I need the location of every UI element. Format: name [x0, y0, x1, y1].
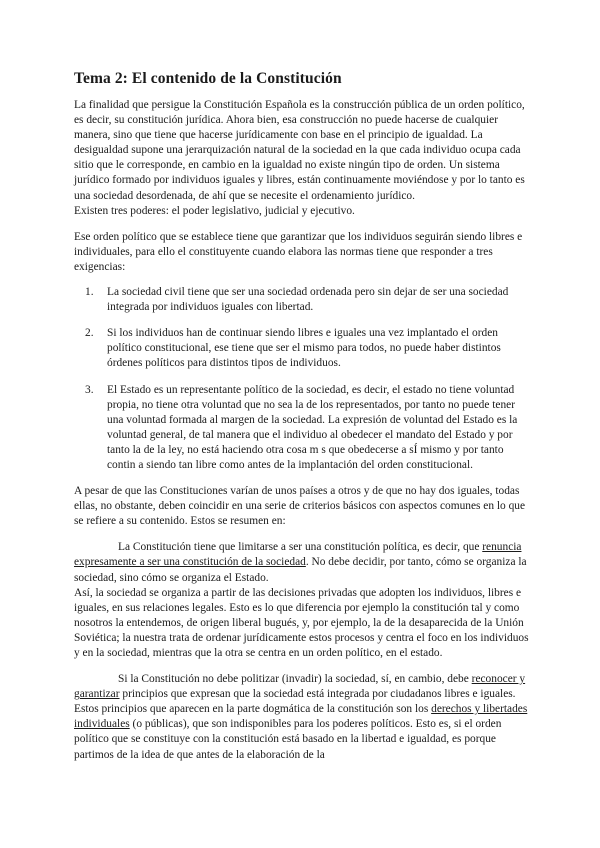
text-span: La Constitución tiene que limitarse a ser una constitución política, es decir, que: [118, 541, 483, 554]
list-number: 2.: [85, 327, 94, 340]
list-item-text: Si los individuos han de continuar siendo libres e iguales una vez implantado el orden político constitucional, ese tiene que ser el mismo para todos, no puede haber distintos órdenes políticos para distintos tipos de individuos.: [107, 327, 501, 370]
list-item: [85, 383, 532, 474]
text-span: . No debe decidir, por tanto, cómo se organiza la sociedad, sino cómo se organiza el Estado.: [74, 556, 527, 584]
page-title: Tema 2: El contenido de la Constitución: [74, 70, 342, 87]
list-item-text: La sociedad civil tiene que ser una sociedad ordenada pero sin dejar de ser una sociedad integrada por individuos iguales con libertad.: [107, 286, 509, 314]
requirements-list: [74, 285, 532, 473]
list-number: 3.: [85, 383, 94, 396]
underlined-text: renuncia expresamente a ser una constitución de la sociedad: [74, 541, 522, 569]
rights-paragraph: [74, 672, 532, 763]
list-item: [85, 326, 532, 371]
criteria-paragraph: A pesar de que las Constituciones varían de unos países a otros y de que no hay dos iguales, todas ellas, no obstante, deben coincidir en una serie de criterios básicos con aspectos comunes en lo que se refiere a su contenido. Estos se resumen en:: [74, 485, 526, 528]
list-number: 1.: [85, 286, 94, 299]
text-span: principios que expresan que la sociedad está integrada por ciudadanos libres e iguales. Estos principios que aparecen en la parte dogmática de la constitución son los: [74, 688, 516, 716]
underlined-text: derechos y libertades individuales: [74, 703, 528, 731]
requirements-paragraph: Ese orden político que se establece tiene que garantizar que los individuos seguirán siendo libres e individuales, para ello el constituyente cuando elabora las normas tiene que responder a tres exigencias:: [74, 230, 523, 273]
political-constitution-paragraph: [74, 540, 532, 585]
text-span: Si la Constitución no debe politizar (invadir) la sociedad, sí, en cambio, debe: [118, 673, 472, 686]
society-paragraph: Así, la sociedad se organiza a partir de las decisiones privadas que adopten los individuos, libres e iguales, en sus relaciones legales. Esto es lo que diferencia por ejemplo la constitución tal y como nosotros la entendemos, de origen liberal bugués, y, por ejemplo, la de la desaparecida de la Unión Soviética; la nuestra trata de ordenar jurídicamente estos procesos y centra el foco en los individuos y en la sociedad, mientras que la otra se centra en un orden político, en el estado.: [74, 586, 529, 659]
list-item-text: El Estado es un representante político de la sociedad, es decir, el estado no tiene voluntad propia, no tiene otra voluntad que no sea la de los representados, por tanto no puede tener una voluntad formada al margen de la sociedad. La expresión de voluntad del Estado es la voluntad general, de tal manera que el individuo al obedecer el mandato del Estado y por tanto la de la ley, no está haciendo otra cosa m s que obedecerse a sÍ mismo y por tanto contin a siendo tan libre como antes de la implantación del orden constitucional.: [107, 383, 518, 471]
powers-paragraph: Existen tres poderes: el poder legislativo, judicial y ejecutivo.: [74, 204, 355, 217]
list-item: [85, 285, 532, 315]
underlined-text: reconocer y garantizar: [74, 673, 526, 701]
text-span: (o públicas), que son indisponibles para los poderes políticos. Esto es, si el orden político que se constituye con la constitución está basado en la libertad e igualdad, es porque partimos de la idea de que antes de la elaboración de la: [74, 718, 502, 761]
intro-paragraph: La finalidad que persigue la Constitución Española es la construcción pública de un orden político, es decir, su constitución jurídica. Ahora bien, esa construcción no puede hacerse de cualquier manera, sino que tiene que hacerse jurídicamente con base en el principio de igualdad. La desigualdad supone una jerarquización natural de la sociedad en la que cada individuo ocupa cada sitio que le corresponde, en cambio en la igualdad no existe ningún tipo de orden. Un sistema jurídico formado por individuos iguales y libres, están continuamente moviéndose y por lo tanto es una sociedad desordenada, de ahí que se necesite el ordenamiento jurídico.: [74, 99, 525, 202]
